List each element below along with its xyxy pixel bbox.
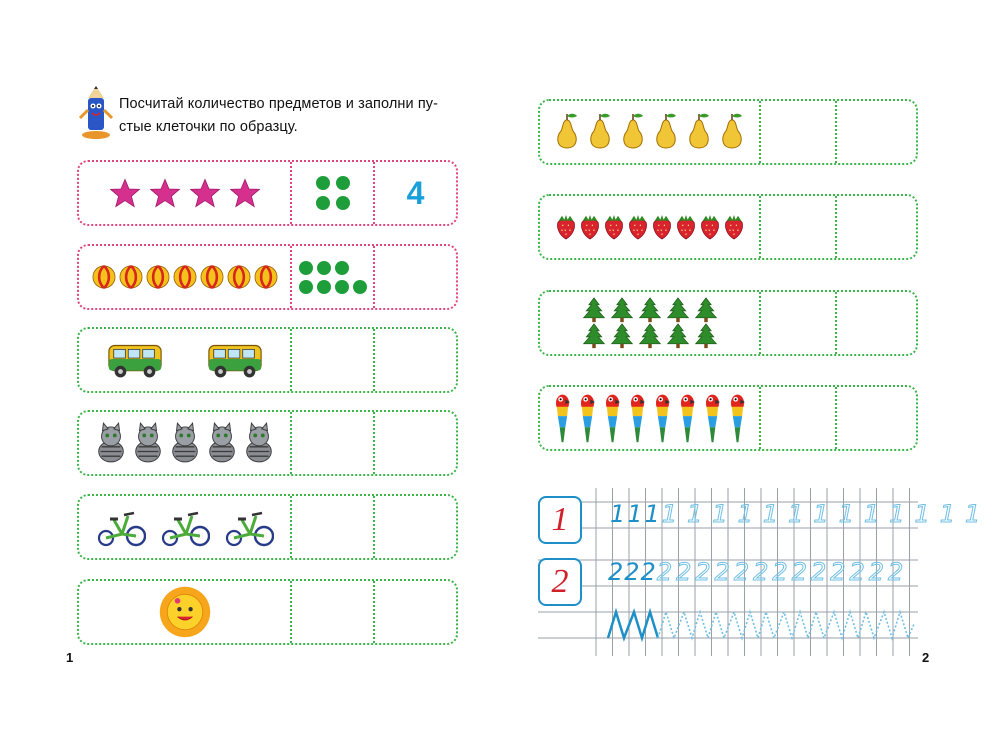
task-instruction: [119, 93, 464, 139]
pencil-mascot-icon: [76, 84, 116, 140]
green-dot: [336, 176, 350, 190]
parrot-icon: [650, 390, 675, 446]
count-row-strawberries: [538, 194, 918, 260]
dots-cell[interactable]: [761, 101, 835, 163]
fir-tree-icon: [609, 323, 635, 349]
dots-cell: [292, 162, 373, 224]
fir-tree-icon: [693, 323, 719, 349]
green-dot: [335, 261, 349, 275]
count-row-tricycles: [77, 494, 458, 560]
count-row-pears: [538, 99, 918, 165]
ball-icon: [226, 264, 252, 290]
tricycle-icon: [96, 506, 146, 548]
fir-tree-icon: [665, 323, 691, 349]
star-icon: [149, 177, 181, 209]
parrot-icon: [550, 390, 575, 446]
cat-icon: [242, 420, 276, 466]
dots-cell[interactable]: [292, 412, 373, 474]
sample-digit-2-box: [538, 558, 582, 606]
strawberry-icon: [722, 211, 746, 243]
answer-cell[interactable]: [375, 162, 456, 224]
cat-icon: [205, 420, 239, 466]
green-dot: [317, 261, 331, 275]
count-row-balls: [77, 244, 458, 310]
item-area: [540, 196, 759, 258]
page-number-left: 1: [66, 650, 74, 665]
fir-tree-icon: [693, 297, 719, 323]
pear-icon: [552, 112, 582, 152]
item-area: [79, 496, 290, 558]
green-dot: [353, 280, 367, 294]
solid-ones: 111: [610, 500, 662, 528]
answer-digit: 4: [406, 174, 425, 211]
green-dot: [316, 196, 330, 210]
count-row-stars: [77, 160, 458, 226]
strawberry-icon: [698, 211, 722, 243]
writing-row-2: [608, 558, 907, 586]
sun-icon: [157, 584, 213, 640]
pear-icon: [684, 112, 714, 152]
strawberry-icon: [650, 211, 674, 243]
green-dot: [336, 196, 350, 210]
pear-icon: [585, 112, 615, 152]
page-number-right: 2: [922, 650, 930, 665]
dots-cell[interactable]: [761, 196, 835, 258]
dots-cell[interactable]: [292, 581, 373, 643]
answer-cell[interactable]: [837, 196, 916, 258]
dotted-twos: 2222222222222: [656, 558, 908, 586]
sample-digit-1: 1: [551, 501, 569, 538]
fir-tree-icon: [637, 323, 663, 349]
answer-cell[interactable]: [837, 292, 916, 354]
item-area: [540, 101, 759, 163]
sample-digit-1-box: [538, 496, 582, 544]
answer-cell[interactable]: [375, 496, 456, 558]
item-area: [540, 292, 759, 354]
parrot-icon: [725, 390, 750, 446]
count-row-buses: [77, 327, 458, 393]
ball-icon: [172, 264, 198, 290]
pear-icon: [717, 112, 747, 152]
dots-cell[interactable]: [292, 496, 373, 558]
fir-tree-icon: [581, 297, 607, 323]
dots-cell: [292, 246, 373, 308]
instruction-line-2: стые клеточки по образцу.: [119, 119, 298, 135]
parrot-icon: [625, 390, 650, 446]
strawberry-icon: [578, 211, 602, 243]
dots-cell[interactable]: [761, 292, 835, 354]
cat-icon: [168, 420, 202, 466]
parrot-icon: [700, 390, 725, 446]
handwriting-grid[interactable]: [538, 488, 991, 656]
fir-tree-icon: [637, 297, 663, 323]
item-area: [79, 162, 290, 224]
solid-twos: 222: [608, 558, 657, 586]
count-row-cats: [77, 410, 458, 476]
instruction-line-1: Посчитай количество предметов и заполни пу-: [119, 96, 439, 112]
dotted-ones: 1111111111111: [661, 500, 991, 528]
green-dot: [299, 261, 313, 275]
writing-row-1: [610, 500, 990, 528]
fir-tree-icon: [581, 323, 607, 349]
cat-icon: [131, 420, 165, 466]
strawberry-icon: [554, 211, 578, 243]
answer-cell[interactable]: [837, 387, 916, 449]
count-row-sun: [77, 579, 458, 645]
ball-icon: [253, 264, 279, 290]
bus-icon: [206, 338, 264, 382]
item-area: [79, 329, 290, 391]
green-dot: [299, 280, 313, 294]
pear-icon: [618, 112, 648, 152]
item-area: [540, 387, 759, 449]
answer-cell[interactable]: [375, 246, 456, 308]
tricycle-icon: [160, 506, 210, 548]
count-row-parrots: [538, 385, 918, 451]
answer-cell[interactable]: [375, 329, 456, 391]
answer-cell[interactable]: [375, 412, 456, 474]
dots-cell[interactable]: [761, 387, 835, 449]
answer-cell[interactable]: [375, 581, 456, 643]
count-row-trees: [538, 290, 918, 356]
answer-cell[interactable]: [837, 101, 916, 163]
item-area: [79, 246, 290, 308]
parrot-icon: [575, 390, 600, 446]
strawberry-icon: [674, 211, 698, 243]
sample-digit-2: 2: [551, 563, 569, 600]
item-area: [79, 581, 290, 643]
ball-icon: [118, 264, 144, 290]
green-dot: [317, 280, 331, 294]
pear-icon: [651, 112, 681, 152]
dots-cell[interactable]: [292, 329, 373, 391]
star-icon: [189, 177, 221, 209]
ball-icon: [91, 264, 117, 290]
star-icon: [229, 177, 261, 209]
bus-icon: [106, 338, 164, 382]
parrot-icon: [675, 390, 700, 446]
strawberry-icon: [626, 211, 650, 243]
tricycle-icon: [224, 506, 274, 548]
cat-icon: [94, 420, 128, 466]
fir-tree-icon: [609, 297, 635, 323]
star-icon: [109, 177, 141, 209]
strawberry-icon: [602, 211, 626, 243]
fir-tree-icon: [665, 297, 691, 323]
ball-icon: [199, 264, 225, 290]
green-dot: [316, 176, 330, 190]
ball-icon: [145, 264, 171, 290]
item-area: [79, 412, 290, 474]
green-dot: [335, 280, 349, 294]
parrot-icon: [600, 390, 625, 446]
